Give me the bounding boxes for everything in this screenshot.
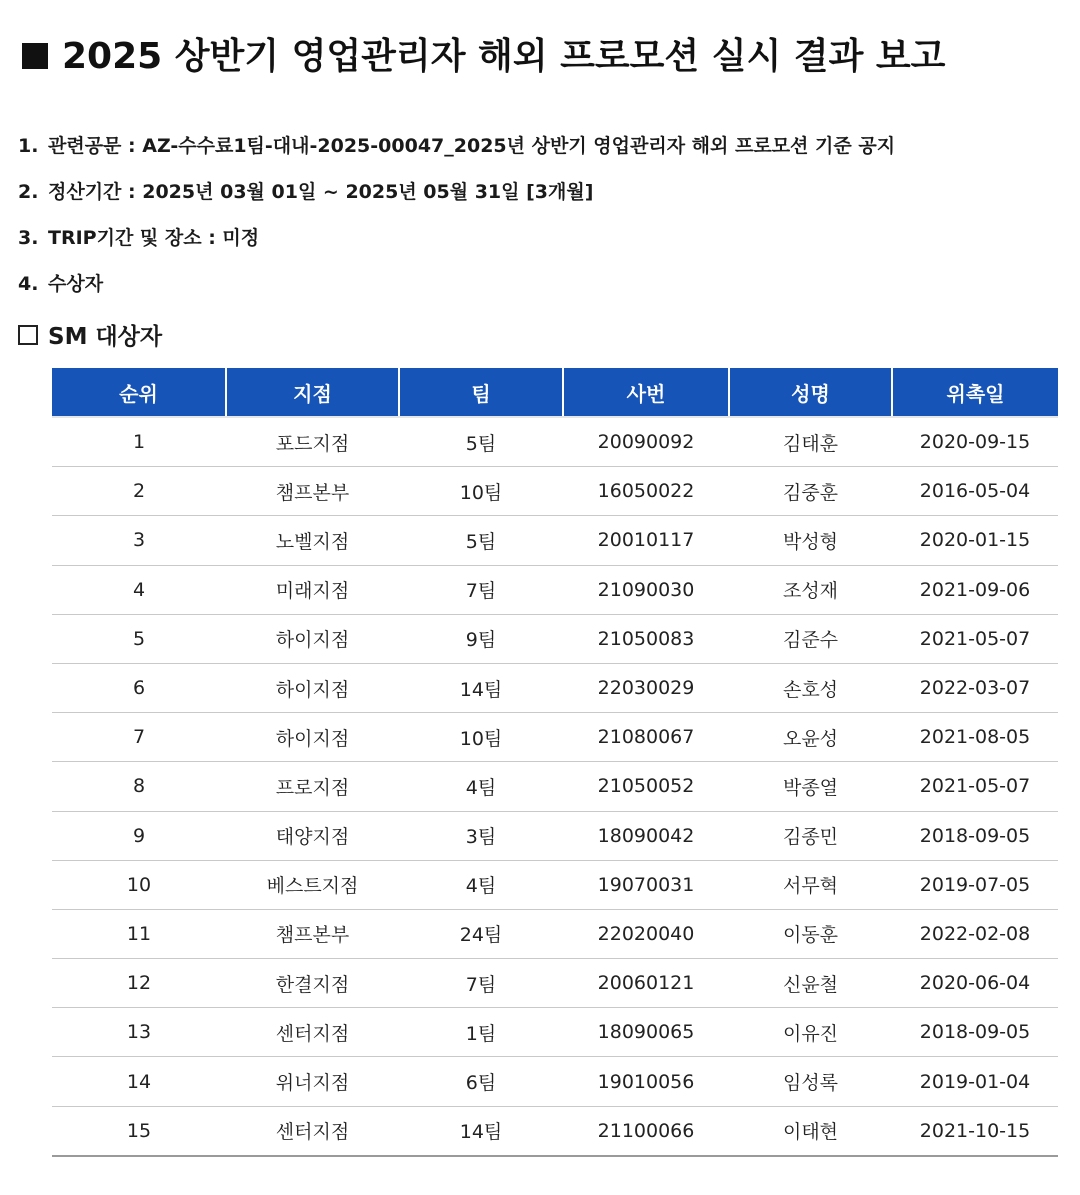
cell-name: 김준수: [729, 614, 892, 663]
cell-rank: 12: [52, 959, 226, 1008]
cell-name: 신윤철: [729, 959, 892, 1008]
cell-name: 박성형: [729, 516, 892, 565]
empty-checkbox-bullet-icon: [18, 325, 38, 345]
cell-appointment-date: 2019-01-04: [892, 1057, 1058, 1106]
cell-rank: 5: [52, 614, 226, 663]
info-item: [18, 270, 895, 316]
cell-rank: 4: [52, 565, 226, 614]
cell-branch: 한결지점: [226, 959, 399, 1008]
cell-rank: 11: [52, 909, 226, 958]
cell-rank: 14: [52, 1057, 226, 1106]
cell-branch: 하이지점: [226, 614, 399, 663]
cell-appointment-date: 2021-09-06: [892, 565, 1058, 614]
cell-employee-id: 20060121: [563, 959, 729, 1008]
cell-team: 7팀: [399, 565, 563, 614]
cell-name: 오윤성: [729, 713, 892, 762]
cell-name: 김태훈: [729, 417, 892, 467]
table-row: [52, 467, 1058, 516]
info-item-text: TRIP기간 및 장소 : 미정: [48, 227, 260, 249]
black-square-bullet-icon: [22, 43, 48, 69]
cell-branch: 미래지점: [226, 565, 399, 614]
document-title-text: 2025 상반기 영업관리자 해외 프로모션 실시 결과 보고: [62, 36, 946, 77]
cell-name: 이동훈: [729, 909, 892, 958]
cell-name: 김중훈: [729, 467, 892, 516]
table-row: [52, 663, 1058, 712]
cell-appointment-date: 2019-07-05: [892, 860, 1058, 909]
table-row: [52, 1008, 1058, 1057]
cell-rank: 6: [52, 663, 226, 712]
cell-branch: 프로지점: [226, 762, 399, 811]
cell-team: 7팀: [399, 959, 563, 1008]
cell-employee-id: 18090065: [563, 1008, 729, 1057]
cell-employee-id: 19070031: [563, 860, 729, 909]
table-row: [52, 811, 1058, 860]
cell-name: 이유진: [729, 1008, 892, 1057]
cell-branch: 하이지점: [226, 713, 399, 762]
cell-appointment-date: 2021-05-07: [892, 614, 1058, 663]
cell-employee-id: 16050022: [563, 467, 729, 516]
cell-name: 박종열: [729, 762, 892, 811]
table-row: [52, 614, 1058, 663]
cell-employee-id: 21050052: [563, 762, 729, 811]
info-item-number: 1.: [18, 135, 39, 157]
cell-employee-id: 21090030: [563, 565, 729, 614]
cell-team: 10팀: [399, 467, 563, 516]
cell-employee-id: 20090092: [563, 417, 729, 467]
cell-name: 조성재: [729, 565, 892, 614]
column-header-branch: 지점: [226, 368, 399, 417]
cell-team: 5팀: [399, 417, 563, 467]
cell-employee-id: 20010117: [563, 516, 729, 565]
column-header-employee-id: 사번: [563, 368, 729, 417]
cell-team: 10팀: [399, 713, 563, 762]
cell-rank: 7: [52, 713, 226, 762]
cell-team: 9팀: [399, 614, 563, 663]
cell-branch: 센터지점: [226, 1106, 399, 1156]
section-heading: [18, 318, 162, 351]
info-item-number: 4.: [18, 273, 39, 295]
cell-appointment-date: 2021-08-05: [892, 713, 1058, 762]
cell-employee-id: 21080067: [563, 713, 729, 762]
table-row: [52, 1106, 1058, 1156]
table-row: [52, 417, 1058, 467]
cell-employee-id: 21050083: [563, 614, 729, 663]
cell-rank: 2: [52, 467, 226, 516]
document-title: [22, 28, 945, 79]
cell-rank: 10: [52, 860, 226, 909]
column-header-rank: 순위: [52, 368, 226, 417]
cell-team: 4팀: [399, 762, 563, 811]
cell-appointment-date: 2018-09-05: [892, 1008, 1058, 1057]
info-item-number: 3.: [18, 227, 39, 249]
cell-appointment-date: 2020-01-15: [892, 516, 1058, 565]
cell-branch: 포드지점: [226, 417, 399, 467]
cell-name: 김종민: [729, 811, 892, 860]
table-header-row: [52, 368, 1058, 417]
cell-branch: 베스트지점: [226, 860, 399, 909]
cell-employee-id: 22030029: [563, 663, 729, 712]
cell-appointment-date: 2021-10-15: [892, 1106, 1058, 1156]
info-item-text: 정산기간 : 2025년 03월 01일 ~ 2025년 05월 31일 [3개월]: [48, 181, 594, 203]
cell-name: 이태현: [729, 1106, 892, 1156]
cell-name: 손호성: [729, 663, 892, 712]
cell-team: 4팀: [399, 860, 563, 909]
cell-branch: 노벨지점: [226, 516, 399, 565]
cell-team: 3팀: [399, 811, 563, 860]
cell-team: 6팀: [399, 1057, 563, 1106]
cell-branch: 태양지점: [226, 811, 399, 860]
cell-rank: 1: [52, 417, 226, 467]
cell-rank: 9: [52, 811, 226, 860]
cell-branch: 센터지점: [226, 1008, 399, 1057]
cell-team: 24팀: [399, 909, 563, 958]
info-item: [18, 224, 895, 270]
sm-recipients-table: [52, 368, 1058, 1157]
cell-team: 5팀: [399, 516, 563, 565]
cell-branch: 챔프본부: [226, 909, 399, 958]
cell-appointment-date: 2016-05-04: [892, 467, 1058, 516]
cell-branch: 하이지점: [226, 663, 399, 712]
table-body: [52, 417, 1058, 1156]
info-list: [18, 132, 895, 316]
cell-branch: 챔프본부: [226, 467, 399, 516]
cell-team: 1팀: [399, 1008, 563, 1057]
info-item-text: 수상자: [48, 273, 104, 295]
cell-name: 임성록: [729, 1057, 892, 1106]
cell-appointment-date: 2018-09-05: [892, 811, 1058, 860]
table-row: [52, 713, 1058, 762]
column-header-team: 팀: [399, 368, 563, 417]
cell-employee-id: 19010056: [563, 1057, 729, 1106]
cell-appointment-date: 2021-05-07: [892, 762, 1058, 811]
cell-name: 서무혁: [729, 860, 892, 909]
table-row: [52, 909, 1058, 958]
table-row: [52, 860, 1058, 909]
cell-rank: 3: [52, 516, 226, 565]
cell-branch: 위너지점: [226, 1057, 399, 1106]
cell-appointment-date: 2022-02-08: [892, 909, 1058, 958]
column-header-appointment-date: 위촉일: [892, 368, 1058, 417]
table-row: [52, 762, 1058, 811]
cell-appointment-date: 2020-06-04: [892, 959, 1058, 1008]
info-item-text: 관련공문 : AZ-수수료1팀-대내-2025-00047_2025년 상반기 영업관리자 해외 프로모션 기준 공지: [48, 135, 896, 157]
info-item: [18, 132, 895, 178]
cell-employee-id: 18090042: [563, 811, 729, 860]
cell-employee-id: 21100066: [563, 1106, 729, 1156]
cell-team: 14팀: [399, 1106, 563, 1156]
table-row: [52, 565, 1058, 614]
cell-appointment-date: 2022-03-07: [892, 663, 1058, 712]
table-row: [52, 516, 1058, 565]
cell-team: 14팀: [399, 663, 563, 712]
cell-employee-id: 22020040: [563, 909, 729, 958]
cell-rank: 13: [52, 1008, 226, 1057]
section-heading-text: SM 대상자: [48, 324, 163, 350]
cell-rank: 8: [52, 762, 226, 811]
info-item: [18, 178, 895, 224]
column-header-name: 성명: [729, 368, 892, 417]
info-item-number: 2.: [18, 181, 39, 203]
table-row: [52, 1057, 1058, 1106]
cell-appointment-date: 2020-09-15: [892, 417, 1058, 467]
table-row: [52, 959, 1058, 1008]
cell-rank: 15: [52, 1106, 226, 1156]
